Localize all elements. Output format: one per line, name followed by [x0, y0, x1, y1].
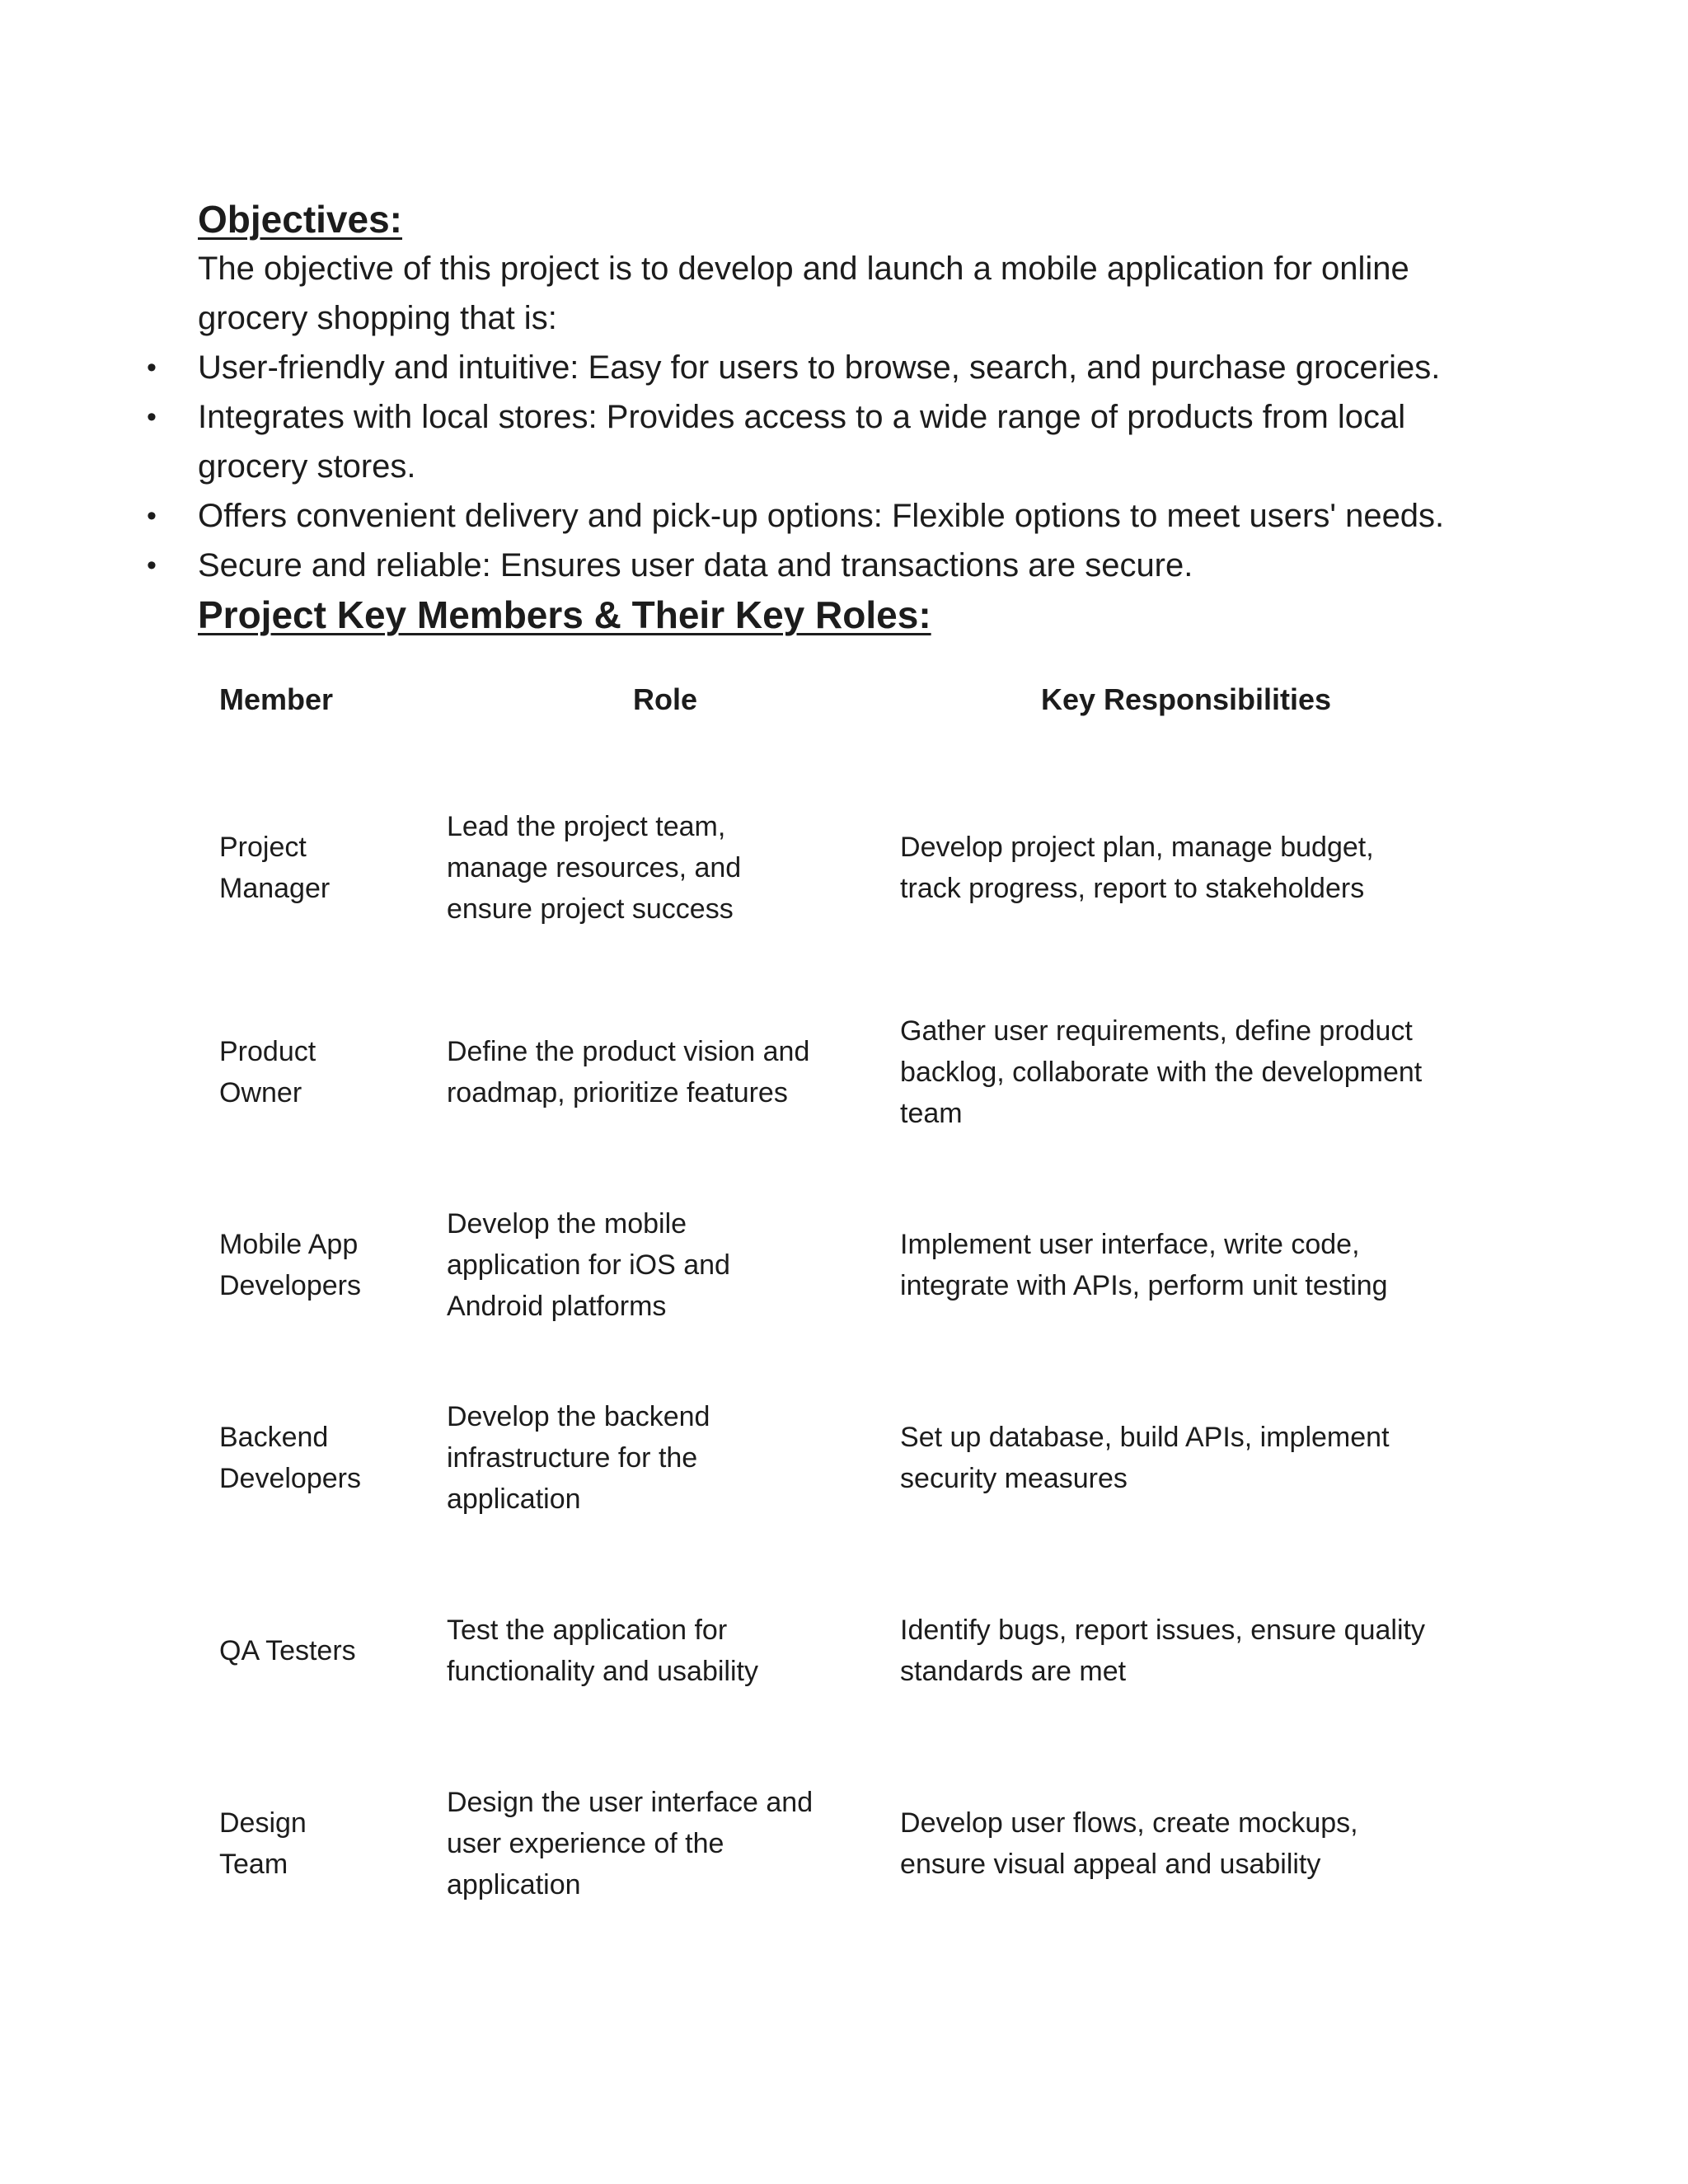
list-item	[147, 392, 1484, 491]
role-cell: Define the product vision and roadmap, prioritize features	[446, 1036, 810, 1108]
table-row	[219, 976, 1472, 1169]
responsibilities-cell: Develop user flows, create mockups, ensure visual appeal and usability	[900, 1807, 1358, 1880]
responsibilities-cell: Gather user requirements, define product backlog, collaborate with the development team	[900, 1015, 1423, 1129]
table-row	[219, 1554, 1472, 1747]
list-item	[147, 491, 1484, 541]
column-header-responsibilities: Key Responsibilities	[1040, 682, 1332, 716]
role-cell: Develop the backend infrastructure for the application	[446, 1401, 710, 1515]
role-cell: Test the application for functionality and usability	[446, 1615, 758, 1687]
table-row	[219, 1747, 1472, 1940]
bullet-icon: •	[147, 550, 157, 581]
members-table-body	[219, 724, 1472, 1940]
list-item-text: User-friendly and intuitive: Easy for users to browse, search, and purchase groceries.	[198, 349, 1441, 386]
bullet-icon: •	[147, 500, 157, 532]
table-header-row	[219, 679, 1472, 724]
responsibilities-cell: Set up database, build APIs, implement security measures	[900, 1422, 1390, 1494]
column-header-role: Role	[633, 682, 698, 716]
objectives-list	[147, 343, 1484, 590]
member-cell: Product Owner	[219, 1036, 316, 1108]
list-item	[147, 343, 1484, 392]
member-cell: QA Testers	[219, 1635, 356, 1666]
objectives-heading: Objectives:	[198, 198, 402, 241]
list-item-text: Secure and reliable: Ensures user data and transactions are secure.	[198, 547, 1193, 583]
table-row	[219, 1361, 1472, 1554]
list-item-text: Offers convenient delivery and pick-up options: Flexible options to meet users' needs.	[198, 498, 1445, 534]
table-row	[219, 724, 1472, 976]
responsibilities-cell: Identify bugs, report issues, ensure quality standards are met	[900, 1615, 1425, 1687]
column-header-member: Member	[219, 682, 334, 716]
bullet-icon: •	[147, 401, 157, 433]
responsibilities-cell: Implement user interface, write code, integrate with APIs, perform unit testing	[900, 1229, 1388, 1301]
members-table	[219, 679, 1472, 1940]
list-item	[147, 541, 1484, 590]
role-cell: Design the user interface and user experience of the application	[446, 1787, 814, 1900]
member-cell: Backend Developers	[219, 1422, 361, 1494]
members-heading: Project Key Members & Their Key Roles:	[198, 593, 931, 636]
table-row	[219, 1169, 1472, 1361]
responsibilities-cell: Develop project plan, manage budget, track progress, report to stakeholders	[900, 832, 1374, 904]
document-content	[147, 194, 1484, 1940]
member-cell: Design Team	[219, 1807, 307, 1880]
list-item-text: Integrates with local stores: Provides access to a wide range of products from local grocery stores.	[198, 399, 1406, 485]
role-cell: Develop the mobile application for iOS and Android platforms	[446, 1208, 730, 1322]
member-cell: Project Manager	[219, 832, 331, 904]
bullet-icon: •	[147, 352, 157, 383]
member-cell: Mobile App Developers	[219, 1229, 361, 1301]
objectives-intro: The objective of this project is to develop and launch a mobile application for online grocery shopping that is:	[198, 251, 1409, 336]
role-cell: Lead the project team, manage resources, and ensure project success	[446, 811, 742, 925]
